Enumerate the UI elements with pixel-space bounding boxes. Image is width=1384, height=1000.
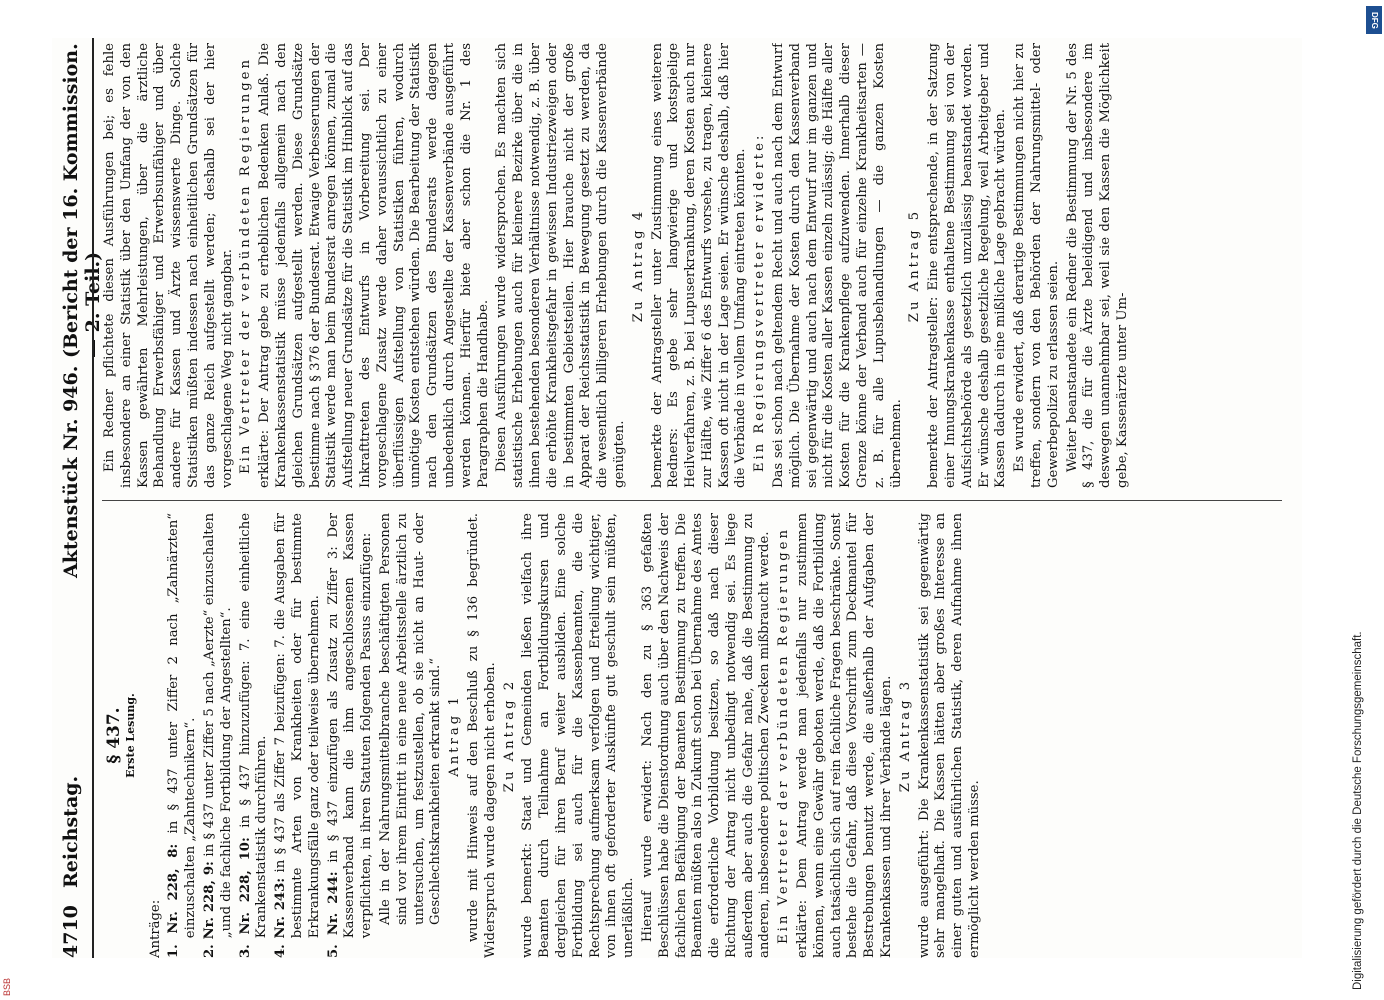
paragraph: Diesen Ausführungen wurde widersprochen. Es machten sich statistische Erhebungen auch für kleinere Bezirke über die in ihnen bestehenden besonderen Verhältnisse notwendig, z. B. über die erhöhte Krankheitsgefahr in gewissen Industriezweigen oder in bestimmten Gebietsteilen. Hier brauche nicht der große Apparat der Reichsstatistik in Bewegung gesetzt zu werden, da die wesentlich billigeren Erhebungen durch die Kassenverbände genügten. xyxy=(494,43,627,488)
motion-text: in § 437 unter Ziffer 2 nach „Zahnärzten“ einzuschalten „Zahntechnikern“. xyxy=(166,513,199,939)
antrag-4-text: bemerkte der Antragsteller unter Zustimmung eines weiteren Redners: Es gebe sehr langwierige und kostspielige Heilverfahren, z. B. bei Lupuserkrankung, deren Kosten auch nur zur Hälfte, wie Ziffer 6 des Entwurfs vorsehe, zu tragen, kleinere Kassen oft nicht in der Lage seien. Er wünsche deshalb, daß hier die Verbände in vollem Umfang eintreten könnten. xyxy=(649,43,749,488)
government-representative-text: erklärte: Der Antrag gebe zu erheblichen Bedenken Anlaß. Die Krankenkassenstatistik müsse jedenfalls allgemein nach den gleichen Grundsätzen aufgestellt werden. Diese Grundsätze bestimme nach § 376 der Bundesrat. Etwaige Verbesserungen der Statistik werde man beim Bundesrat anregen können, zumal die Aufstellung neuer Grundsätze für die Statistik im Hinblick auf das Inkrafttreten des Entwurfs in Vorbereitung sei. Der vorgeschlagene Zusatz werde daher voraussichtlich zu einer überflüssigen Aufstellung von Statistiken führen, wodurch unnötige Kosten entstehen würden. Die Bearbeitung der Statistik nach den Grundsätzen des Bundesrats werde dagegen unbedenklich durch Angestellte der Kassenverbände ausgeführt werden können. Hierfür biete aber schon die Nr. 1 des Paragraphen die Handhabe. xyxy=(257,43,491,488)
antrag-3-heading: Zu Antrag 3 xyxy=(897,678,913,793)
motion-item xyxy=(273,513,323,958)
right-column xyxy=(102,43,1287,488)
column-divider xyxy=(102,500,1282,501)
motion-text: in § 437 einzufügen als Zusatz zu Ziffer 3: Der Kassenverband kann die ihm angeschlossenen Kassen verpflichten, in ihren Statuten folgenden Passus einzufügen: xyxy=(325,513,375,939)
motion-text: in § 437 unter Ziffer 5 nach „Aerzte“ einzuschalten „und die fachliche Fortbildung der Angestellten“. xyxy=(201,513,234,939)
motion-text: in § 437 hinzuzufügen: 7. eine einheitliche Krankenstatistik durchführen. xyxy=(237,513,270,939)
page-number: 4710 xyxy=(60,905,82,958)
motion-label: 3. Nr. 228, 10: xyxy=(237,837,253,958)
motion-item xyxy=(326,513,376,958)
paragraph: Weiter beanstandete ein Redner die Bestimmung der Nr. 5 des § 437, die für die Ärzte beleidigend und insbesondere im deswegen unannehmbar sei, weil sie den Kassen die Möglichkeit gebe, Kassenärzte unter Um- xyxy=(1064,43,1131,488)
paragraph: Es wurde erwidert, daß derartige Bestimmungen nicht hier zu treffen, sondern von den Behörden der Nahrungsmittel- oder Gewerbepolizei zu erlassen seien. xyxy=(1012,43,1061,488)
antrag-4-heading: Zu Antrag 4 xyxy=(630,208,646,323)
section-title: § 437. xyxy=(104,707,124,764)
motion-item xyxy=(202,513,236,958)
header-rule xyxy=(92,38,94,958)
paragraph: Ein Redner pflichtete diesen Ausführungen bei; es fehle insbesondere an einer Statistik über den Umfang der von den Kassen gewährten Mehrleistungen, über die ärztliche Behandlung Erwerbsfähiger und Erwerbsunfähiger und über andere für Kassen und Ärzte wissenswerte Dinge. Solche Statistiken müßten indessen nach einheitlichen Grundsätzen für das ganze Reich aufgestellt werden; deshalb sei der hier vorgeschlagene Weg nicht gangbar. xyxy=(102,43,235,488)
library-mark: BSB xyxy=(2,977,12,996)
header-document-number: Aktenstück Nr. 946. xyxy=(60,365,82,578)
antrag-3-text: wurde ausgeführt: Die Krankenkassenstatistik sei gegenwärtig sehr mangelhaft. Die Kassen hätten aber großes Interesse an einer guten und ausführlichen Statistik, deren Aufnahme ihnen ermöglicht werden müsse. xyxy=(916,513,983,958)
motions-intro: Anträge: xyxy=(147,899,163,958)
government-representative-heading: Ein Regierungsvertreter erwiderte: xyxy=(752,132,768,473)
motion-label: 1. Nr. 228, 8: xyxy=(166,843,182,958)
government-representative-text: Das sei schon nach geltendem Recht und auch nach dem Entwurf möglich. Die Übernahme der Kosten durch den Kassenverband sei gegenwärtig und auch nach dem Entwurf nur im ganzen und nicht für die Kosten aller Kassen einzeln zulässig; die Hälfte aller Kosten für die Krankenpflege aufzuwenden. Innerhalb dieser Grenze könne der Verband auch für einzelne Krankheitsarten — z. B. für alle Lupusbehandlungen — die ganzen Kosten übernehmen. xyxy=(771,43,904,488)
antrag-2-heading: Zu Antrag 2 xyxy=(501,678,517,793)
government-representative-text: erklärte: Dem Antrag werde man jedenfalls nur zustimmen können, wenn eine Gewähr geboten werde, daß die Fortbildung auch tatsächlich sich auf rein fachliche Fragen beschränke. Sonst bestehe die Gefahr, daß diese Vorschrift zum Deckmantel für Bestrebungen benutzt werde, die außerhalb der Aufgaben der Krankenkassen und ihrer Verbände lägen. xyxy=(795,513,895,958)
header-left: Reichstag. xyxy=(60,775,82,888)
antrag-2-reply: Hierauf wurde erwidert: Nach den zu § 363 gefaßten Beschlüssen habe die Dienstordnung auch über den Nachweis der fachlichen Befähigung der Beamten Bestimmung zu treffen. Die Beamten müßten also in Zukunft schon bei Übernahme des Amtes die erforderliche Vorbildung besitzen, so daß nach dieser Richtung der Antrag nicht unbedingt notwendig sei. Es liege außerdem aber auch die Gefahr nahe, daß die Bestimmung zu anderen, insbesondere politischen Zwecken mißbraucht werde. xyxy=(639,513,773,958)
header-report-title: (Bericht der 16. Kommission. — 2. Teil.) xyxy=(60,43,104,358)
antrag-1-text: wurde mit Hinweis auf den Beschluß zu § 136 begründet. Widerspruch wurde dagegen nicht erhoben. xyxy=(465,513,498,958)
motion-label: 5. Nr. 244: xyxy=(325,871,341,958)
antrag-5-text: bemerkte der Antragsteller: Eine entsprechende, in der Satzung einer Innungskrankenkasse enthaltene Bestimmung sei von der Aufsichtsbehörde als gesetzlich unzulässig beanstandet worden. Er wünsche deshalb gesetzliche Regelung, weil Arbeitgeber und Kassen dadurch in eine mißliche Lage gebracht würden. xyxy=(926,43,1009,488)
government-representative-heading: Ein Vertreter der verbündeten Regierungen xyxy=(776,527,792,944)
dfg-logo: DFG xyxy=(1366,6,1382,34)
antrag-5-heading: Zu Antrag 5 xyxy=(907,208,923,323)
left-column xyxy=(102,513,1287,958)
motion-quote: Alle in der Nahrungsmittelbranche beschäftigten Personen sind vor ihrem Eintritt in eine neue Arbeitsstelle ärztlich zu untersuchen, um festzustellen, ob sie nicht an Haut- oder Geschlechtskrankheiten erkrankt sind.“ xyxy=(377,513,444,925)
motion-item xyxy=(238,513,272,958)
section-subtitle: Erste Lesung. xyxy=(123,693,137,778)
antrag-2-text: wurde bemerkt: Staat und Gemeinden ließen vielfach ihre Beamten durch Teilnahme an Fortbildungskursen und dergleichen für ihren Beruf weiter ausbilden. Eine solche Fortbildung sei auch für die Kassenbeamten, die die Rechtsprechung aufmerksam verfolgen und Erteilung wichtiger, von ihnen oft geforderter Auskünfte gut geschult sein müßten, unerläßlich. xyxy=(520,513,637,958)
document-page xyxy=(52,38,1302,958)
motion-text: in § 437 als Ziffer 7 beizufügen: 7. die Ausgaben für bestimmte Arten von Krankheiten oder für bestimmte Erkrankungsfälle ganz oder teilweise übernehmen. xyxy=(273,513,322,939)
motion-item xyxy=(166,513,200,958)
motion-label: 4. Nr. 243: xyxy=(273,877,289,958)
page-header xyxy=(52,38,104,958)
government-representative-heading: Ein Vertreter der verbündeten Regierungen xyxy=(238,57,254,474)
digitization-credit: Digitalisierung gefördert durch die Deutsche Forschungsgemeinschaft. xyxy=(1352,631,1364,990)
antrag-1-heading: Antrag 1 xyxy=(447,694,463,777)
motion-label: 2. Nr. 228, 9: xyxy=(201,861,217,958)
